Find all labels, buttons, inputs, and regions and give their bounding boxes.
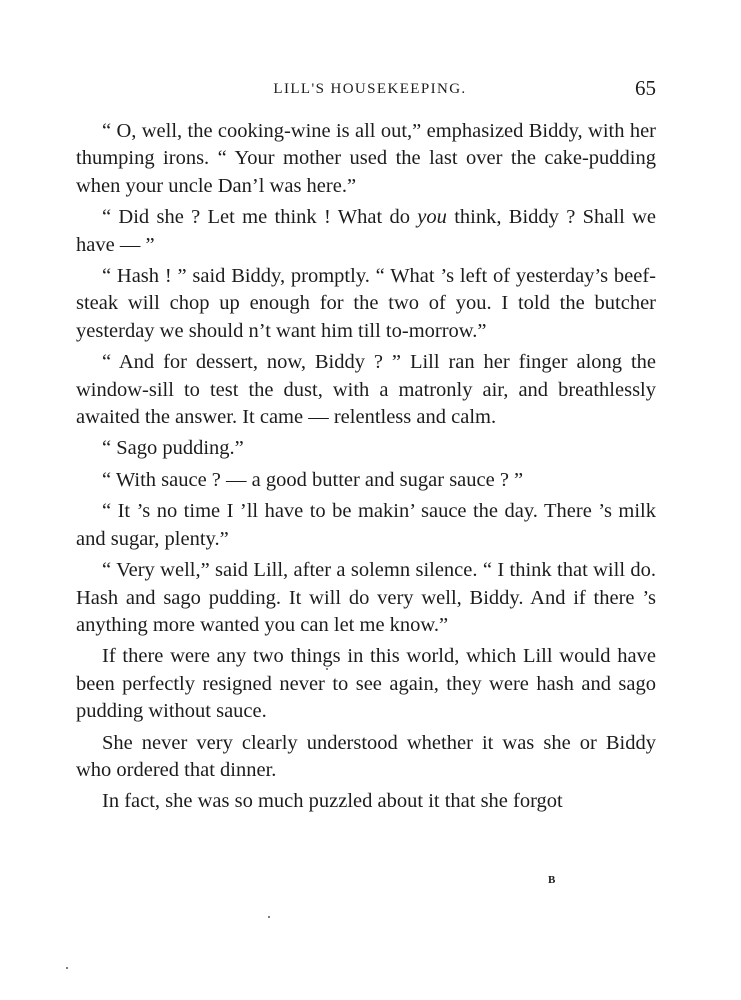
running-title: LILL'S HOUSEKEEPING. xyxy=(273,81,467,97)
paragraph: “ And for dessert, now, Biddy ? ” Lill ran her finger along the window-sill to test the dust, with a matronly air, and breathlessly awaited the answer. It came — relentless and calm. xyxy=(76,351,656,429)
paragraph xyxy=(76,204,656,259)
paragraph-text: “ Did she ? Let me think ! What do xyxy=(102,206,418,229)
paragraph: In fact, she was so much puzzled about it that she forgot xyxy=(102,790,563,813)
paragraph: She never very clearly understood whether it was she or Biddy who ordered that dinner. xyxy=(76,731,656,781)
paragraph-text: think, Biddy ? Shall we have — ” xyxy=(76,206,656,256)
paragraph: “ O, well, the cooking-wine is all out,” emphasized Biddy, with her thumping irons. “ Your mother used the last over the cake-pudding when your uncle Dan’l was here.” xyxy=(76,120,656,197)
print-speck xyxy=(326,668,328,670)
paragraph: “ Hash ! ” said Biddy, promptly. “ What ’s left of yesterday’s beef-steak will chop up enough for the two of you. I told the butcher yesterday we should n’t want him till to-morrow.” xyxy=(76,265,656,342)
print-speck xyxy=(268,916,270,918)
signature-mark: B xyxy=(548,874,557,886)
running-head xyxy=(76,76,656,102)
paragraph: “ Sago pudding.” xyxy=(102,437,244,460)
body-text xyxy=(76,118,656,816)
emphasized-word: you xyxy=(417,206,447,229)
page-number: 65 xyxy=(635,76,656,100)
paragraph: If there were any two things in this world, which Lill would have been perfectly resigned never to see again, they were hash and sago pudding without sauce. xyxy=(76,645,656,723)
paragraph: “ Very well,” said Lill, after a solemn silence. “ I think that will do. Hash and sago pudding. It will do very well, Biddy. And if there ’s anything more wanted you can let me know.” xyxy=(76,559,656,636)
print-speck xyxy=(66,967,68,969)
paragraph: “ It ’s no time I ’ll have to be makin’ sauce the day. There ’s milk and sugar, plenty.” xyxy=(76,500,656,550)
paragraph: “ With sauce ? — a good butter and sugar sauce ? ” xyxy=(102,468,524,491)
